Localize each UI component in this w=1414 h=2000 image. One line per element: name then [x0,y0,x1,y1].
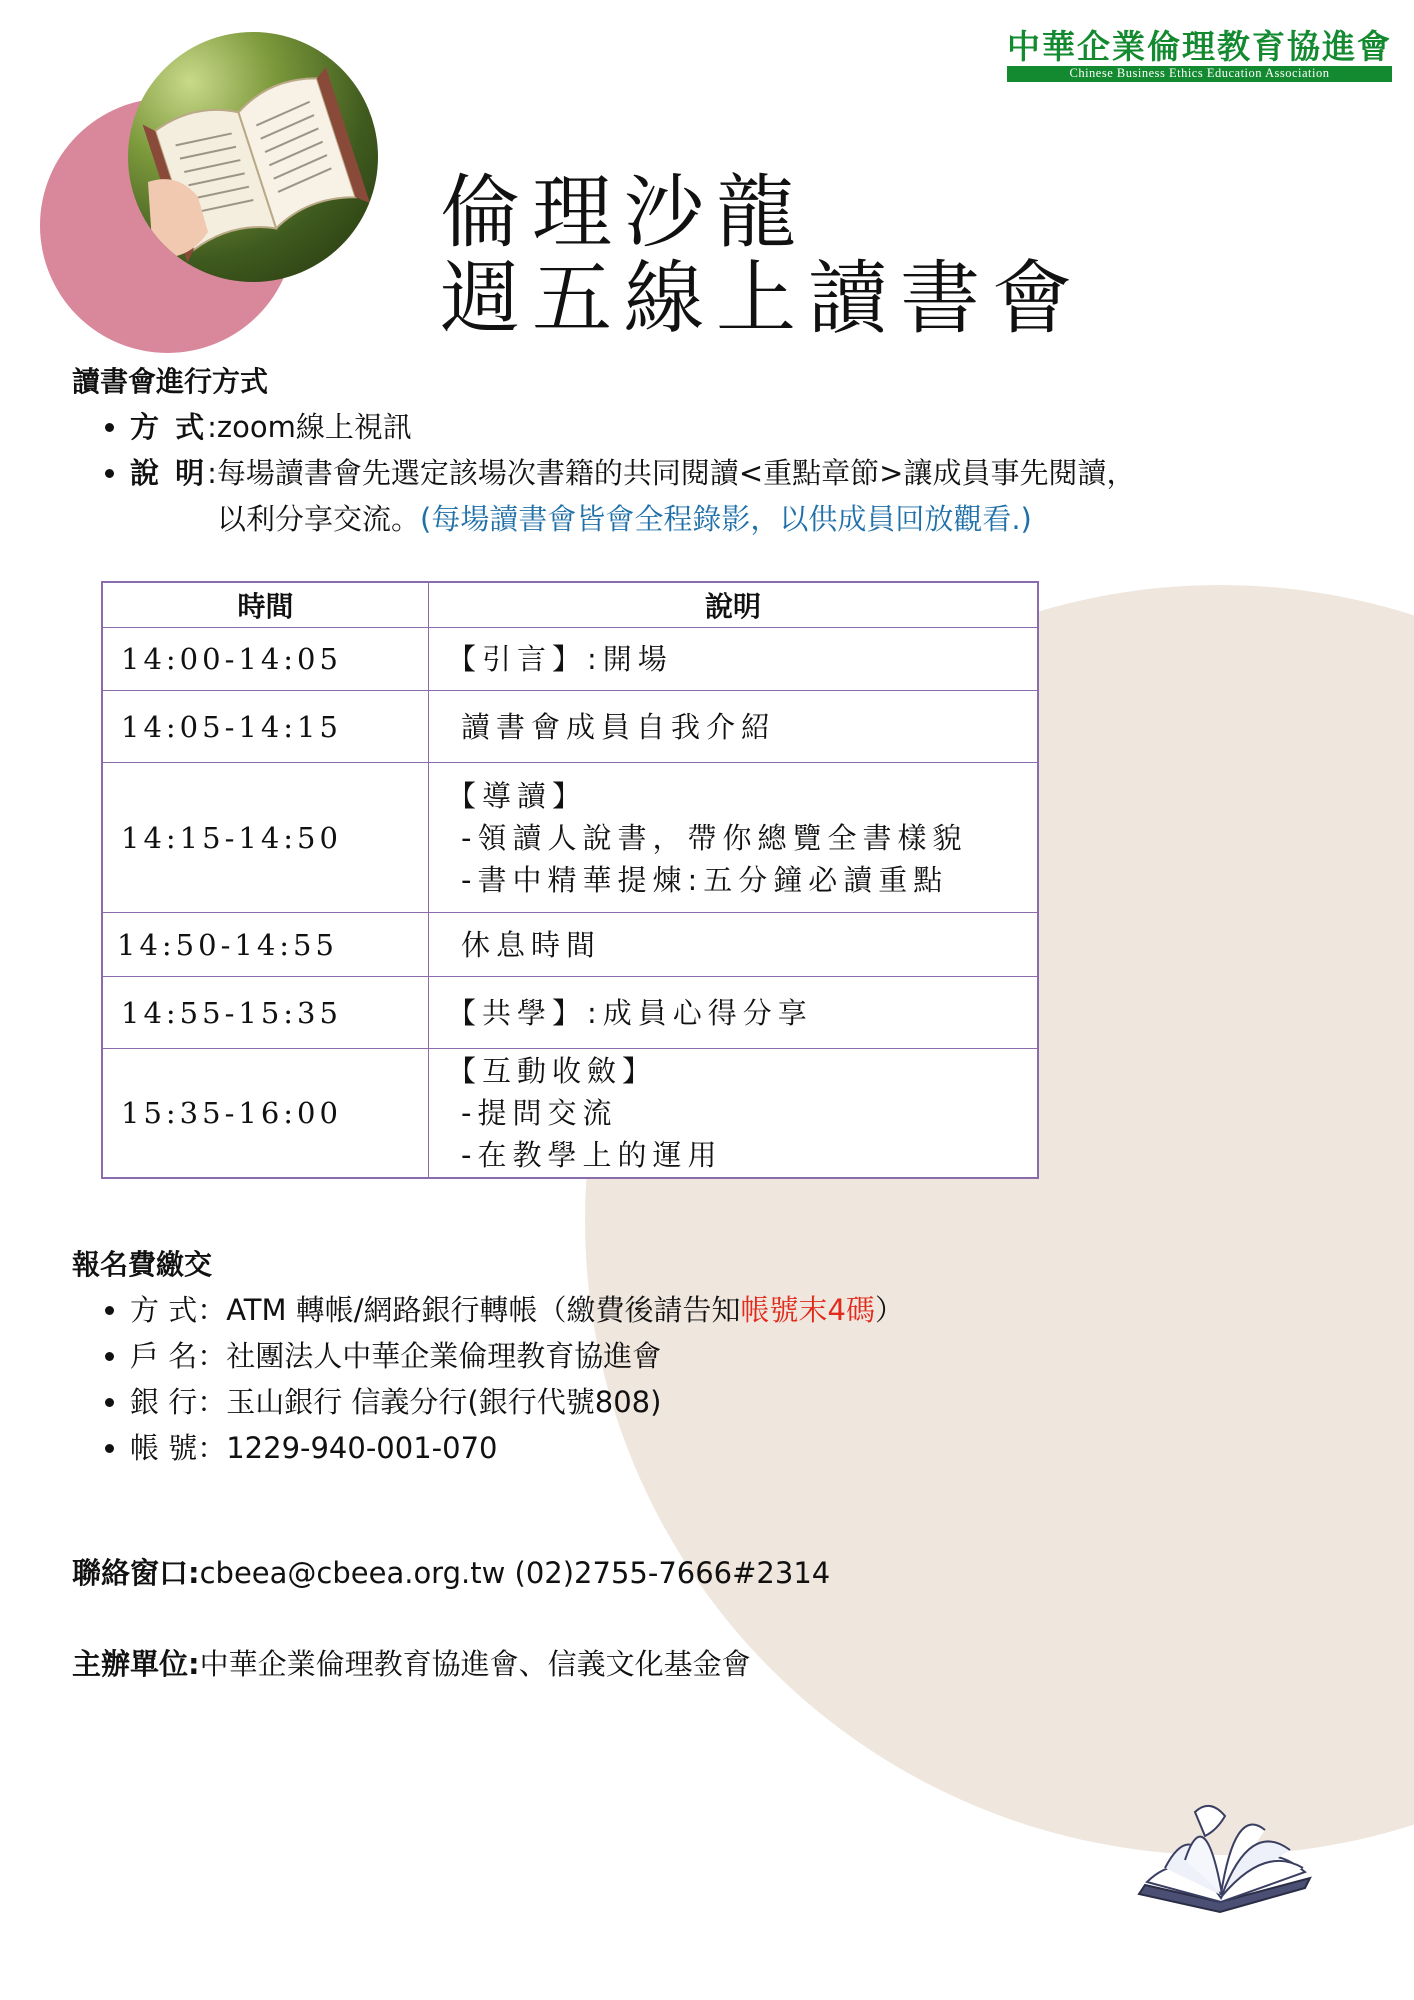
table-row [102,763,1038,913]
schedule-header-row [102,582,1038,628]
method-heading: 讀書會進行方式 [72,365,269,398]
desc-line: -提問交流 [461,1096,618,1130]
table-row [102,691,1038,763]
contact-label: 聯絡窗口: [72,1556,200,1590]
title-line-1: 倫理沙龍 [440,166,808,259]
recording-note: (每場讀書會皆會全程錄影，以供成員回放觀看.) [420,502,1032,536]
table-row [102,913,1038,977]
desc-cell [429,763,1039,913]
desc-cell [429,913,1039,977]
fee-section [72,1245,1354,1471]
fee-label: 戶 名 [130,1339,198,1373]
desc-cell [429,691,1039,763]
time-cell: 14:05-14:15 [102,691,429,763]
table-row [102,628,1038,691]
organizer-value: 中華企業倫理教育協進會、信義文化基金會 [199,1647,751,1681]
fee-item [130,1379,1354,1425]
desc-line: -書中精華提煉:五分鐘必讀重點 [461,862,949,897]
fee-heading: 報名費繳交 [72,1248,213,1281]
reading-book-photo [128,32,378,282]
page-title [440,166,1084,345]
title-line-2: 週五線上讀書會 [440,252,1084,345]
desc-line: -在教學上的運用 [461,1138,723,1172]
desc-column-header: 說明 [429,582,1039,628]
open-book-icon [1125,1790,1325,1920]
time-cell: 14:00-14:05 [102,628,429,691]
desc-cell [429,1049,1039,1179]
desc-line: -領讀人說書，帶你總覽全書樣貌 [461,820,968,855]
time-cell: 14:55-15:35 [102,977,429,1049]
desc-line: 【引言】:開場 [447,642,673,676]
account-digits-highlight: 帳號末4碼 [740,1293,875,1327]
method-section [72,362,1354,542]
fee-text-end: ） [874,1293,904,1327]
fee-list [72,1287,1354,1471]
table-row [102,1049,1038,1179]
method-text: :zoom線上視訊 [207,410,412,444]
desc-cell [429,628,1039,691]
desc-line: 讀書會成員自我介紹 [461,709,777,744]
logo-name-cn: 中華企業倫理教育協進會 [1007,27,1392,66]
method-text: :每場讀書會先選定該場次書籍的共同閱讀<重點章節>讓成員事先閱讀， [207,456,1136,490]
continuation-text: 以利分享交流。 [217,502,421,536]
time-column-header: 時間 [102,582,429,628]
logo-name-en: Chinese Business Ethics Education Association [1007,66,1392,82]
method-item [130,450,1354,542]
fee-label: 帳 號 [130,1431,198,1465]
fee-item [130,1287,1354,1333]
fee-text: ：1229-940-001-070 [197,1431,498,1465]
desc-cell [429,977,1039,1049]
fee-label: 方 式 [130,1293,198,1327]
method-item [130,404,1354,450]
fee-item [130,1425,1354,1471]
method-list [72,404,1354,542]
fee-item [130,1333,1354,1379]
organization-logo [1007,27,1392,82]
fee-text: ：ATM 轉帳/網路銀行轉帳（繳費後請告知 [197,1293,741,1327]
organizer-line [72,1644,751,1684]
table-row [102,977,1038,1049]
fee-text: ：玉山銀行 信義分行(銀行代號808) [197,1385,662,1419]
time-cell: 15:35-16:00 [102,1049,429,1179]
contact-line [72,1553,830,1593]
method-continuation [130,496,1354,542]
fee-label: 銀 行 [130,1385,198,1419]
contact-value[interactable]: cbeea@cbeea.org.tw (02)2755-7666#2314 [199,1556,831,1590]
desc-line: 【互動收斂】 [447,1054,658,1088]
method-label: 說 明 [130,456,208,490]
desc-line: 休息時間 [461,927,602,962]
desc-line: 【導讀】 [447,778,588,813]
method-label: 方 式 [130,410,208,444]
desc-line: 【共學】:成員心得分享 [447,995,813,1030]
time-cell: 14:50-14:55 [102,913,429,977]
fee-text: ：社團法人中華企業倫理教育協進會 [197,1339,662,1373]
organizer-label: 主辦單位: [72,1647,200,1681]
time-cell: 14:15-14:50 [102,763,429,913]
schedule-table [101,581,1039,1179]
